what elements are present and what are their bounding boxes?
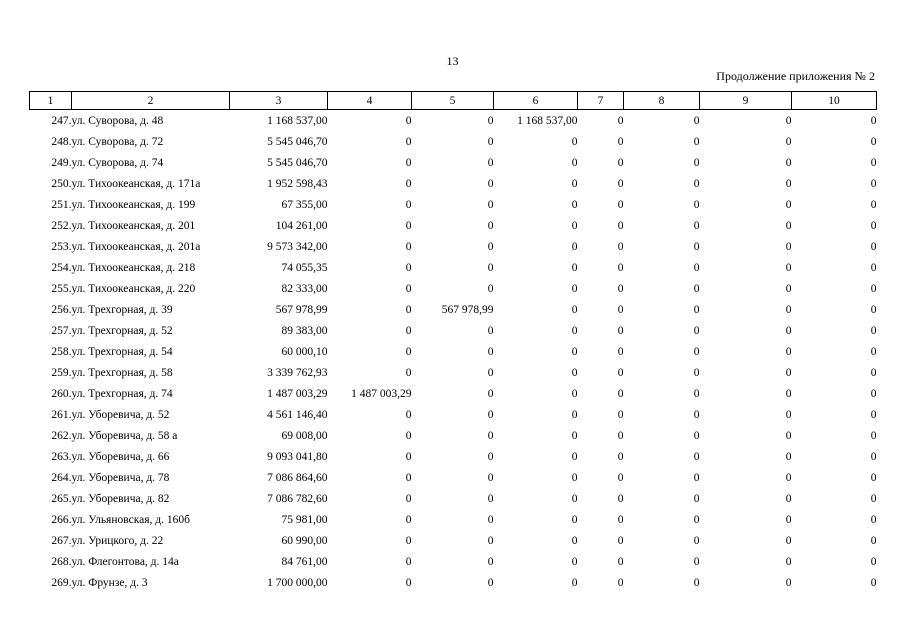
address: ул. Уборевича, д. 66 <box>71 450 170 463</box>
col-4-value: 0 <box>405 408 412 421</box>
col-7-value: 0 <box>617 345 624 358</box>
col-10-value: 0 <box>870 408 877 421</box>
row-number: 262. <box>51 429 72 442</box>
row-number: 264. <box>51 471 72 484</box>
row-number: 252. <box>51 219 72 232</box>
col-9-value: 0 <box>785 114 792 127</box>
col-8-value: 0 <box>693 177 700 190</box>
col-10-value: 0 <box>870 240 877 253</box>
col-7-value: 0 <box>617 240 624 253</box>
address: ул. Флегонтова, д. 14а <box>71 555 179 568</box>
col-4-value: 0 <box>405 450 412 463</box>
address: ул. Тихоокеанская, д. 201а <box>71 240 201 253</box>
col-8-value: 0 <box>693 429 700 442</box>
col-4-value: 0 <box>405 198 412 211</box>
col-6-value: 0 <box>571 135 578 148</box>
total-amount: 75 981,00 <box>281 513 328 526</box>
table-row <box>30 320 877 341</box>
total-amount: 1 952 598,43 <box>267 177 328 190</box>
total-amount: 4 561 146,40 <box>267 408 328 421</box>
col-4-value: 0 <box>405 345 412 358</box>
column-header: 5 <box>412 92 494 110</box>
col-9-value: 0 <box>785 555 792 568</box>
row-number: 255. <box>51 282 72 295</box>
col-4-value: 0 <box>405 324 412 337</box>
col-7-value: 0 <box>617 534 624 547</box>
col-6-value: 0 <box>571 282 578 295</box>
col-5-value: 0 <box>487 114 494 127</box>
col-9-value: 0 <box>785 450 792 463</box>
col-10-value: 0 <box>870 450 877 463</box>
row-number: 259. <box>51 366 72 379</box>
col-8-value: 0 <box>693 240 700 253</box>
total-amount: 1 700 000,00 <box>267 576 328 589</box>
table-row <box>30 509 877 530</box>
table-row <box>30 425 877 446</box>
col-10-value: 0 <box>870 471 877 484</box>
table-row <box>30 215 877 236</box>
col-9-value: 0 <box>785 366 792 379</box>
col-4-value: 0 <box>405 492 412 505</box>
col-9-value: 0 <box>785 387 792 400</box>
col-7-value: 0 <box>617 324 624 337</box>
address: ул. Ульяновская, д. 160б <box>71 513 190 526</box>
col-5-value: 0 <box>487 135 494 148</box>
address: ул. Тихоокеанская, д. 201 <box>71 219 196 232</box>
total-amount: 69 008,00 <box>281 429 328 442</box>
col-6-value: 0 <box>571 450 578 463</box>
col-9-value: 0 <box>785 303 792 316</box>
page-number: 13 <box>446 54 459 68</box>
address: ул. Уборевича, д. 52 <box>71 408 170 421</box>
col-6-value: 0 <box>571 324 578 337</box>
row-number: 250. <box>51 177 72 190</box>
table-header <box>30 92 877 110</box>
total-amount: 7 086 864,60 <box>267 471 328 484</box>
row-number: 251. <box>51 198 72 211</box>
col-10-value: 0 <box>870 135 877 148</box>
table-row <box>30 530 877 551</box>
address: ул. Трехгорная, д. 58 <box>71 366 173 379</box>
col-8-value: 0 <box>693 198 700 211</box>
col-7-value: 0 <box>617 282 624 295</box>
column-header: 8 <box>624 92 700 110</box>
total-amount: 9 093 041,80 <box>267 450 328 463</box>
row-number: 249. <box>51 156 72 169</box>
col-10-value: 0 <box>870 177 877 190</box>
total-amount: 3 339 762,93 <box>267 366 328 379</box>
col-10-value: 0 <box>870 303 877 316</box>
row-number: 263. <box>51 450 72 463</box>
col-9-value: 0 <box>785 156 792 169</box>
col-9-value: 0 <box>785 261 792 274</box>
total-amount: 89 383,00 <box>281 324 328 337</box>
col-10-value: 0 <box>870 387 877 400</box>
address: ул. Тихоокеанская, д. 218 <box>71 261 196 274</box>
col-10-value: 0 <box>870 282 877 295</box>
col-8-value: 0 <box>693 135 700 148</box>
col-6-value: 0 <box>571 513 578 526</box>
col-4-value: 0 <box>405 303 412 316</box>
col-7-value: 0 <box>617 219 624 232</box>
col-4-value: 0 <box>405 576 412 589</box>
row-number: 269. <box>51 576 72 589</box>
table-row <box>30 110 877 132</box>
address: ул. Тихоокеанская, д. 199 <box>71 198 196 211</box>
col-10-value: 0 <box>870 429 877 442</box>
col-6-value: 0 <box>571 303 578 316</box>
col-8-value: 0 <box>693 303 700 316</box>
column-header: 1 <box>30 92 72 110</box>
table-row <box>30 341 877 362</box>
col-9-value: 0 <box>785 576 792 589</box>
col-5-value: 0 <box>487 387 494 400</box>
col-5-value: 0 <box>487 156 494 169</box>
col-7-value: 0 <box>617 303 624 316</box>
column-header: 3 <box>230 92 328 110</box>
col-9-value: 0 <box>785 177 792 190</box>
address: ул. Трехгорная, д. 52 <box>71 324 173 337</box>
column-header: 4 <box>328 92 412 110</box>
col-9-value: 0 <box>785 534 792 547</box>
total-amount: 5 545 046,70 <box>267 135 328 148</box>
col-7-value: 0 <box>617 114 624 127</box>
row-number: 267. <box>51 534 72 547</box>
col-8-value: 0 <box>693 282 700 295</box>
col-5-value: 567 978,99 <box>441 303 494 316</box>
col-9-value: 0 <box>785 492 792 505</box>
col-9-value: 0 <box>785 282 792 295</box>
col-6-value: 0 <box>571 177 578 190</box>
col-5-value: 0 <box>487 345 494 358</box>
address: ул. Трехгорная, д. 54 <box>71 345 173 358</box>
address: ул. Суворова, д. 48 <box>71 114 164 127</box>
col-8-value: 0 <box>693 576 700 589</box>
address: ул. Тихоокеанская, д. 220 <box>71 282 196 295</box>
row-number: 258. <box>51 345 72 358</box>
address: ул. Уборевича, д. 58 а <box>71 429 178 442</box>
col-10-value: 0 <box>870 156 877 169</box>
table-row <box>30 152 877 173</box>
col-7-value: 0 <box>617 576 624 589</box>
row-number: 247. <box>51 114 72 127</box>
appendix-continuation-note: Продолжение приложения № 2 <box>716 69 875 83</box>
col-8-value: 0 <box>693 324 700 337</box>
header-row <box>30 92 877 110</box>
column-header: 9 <box>700 92 792 110</box>
col-5-value: 0 <box>487 261 494 274</box>
col-10-value: 0 <box>870 345 877 358</box>
col-6-value: 0 <box>571 387 578 400</box>
col-8-value: 0 <box>693 387 700 400</box>
row-number: 253. <box>51 240 72 253</box>
table-row <box>30 299 877 320</box>
col-7-value: 0 <box>617 177 624 190</box>
table-row <box>30 404 877 425</box>
total-amount: 60 000,10 <box>281 345 328 358</box>
row-number: 265. <box>51 492 72 505</box>
total-amount: 7 086 782,60 <box>267 492 328 505</box>
row-number: 257. <box>51 324 72 337</box>
col-5-value: 0 <box>487 513 494 526</box>
col-8-value: 0 <box>693 156 700 169</box>
col-7-value: 0 <box>617 471 624 484</box>
col-7-value: 0 <box>617 387 624 400</box>
col-4-value: 0 <box>405 282 412 295</box>
col-8-value: 0 <box>693 471 700 484</box>
col-6-value: 0 <box>571 429 578 442</box>
table-row <box>30 383 877 404</box>
col-8-value: 0 <box>693 345 700 358</box>
table-row <box>30 446 877 467</box>
row-number: 254. <box>51 261 72 274</box>
row-number: 260. <box>51 387 72 400</box>
table-row <box>30 467 877 488</box>
col-6-value: 0 <box>571 240 578 253</box>
table-row <box>30 572 877 593</box>
col-10-value: 0 <box>870 114 877 127</box>
address: ул. Тихоокеанская, д. 171а <box>71 177 201 190</box>
address: ул. Уборевича, д. 78 <box>71 471 170 484</box>
table-row <box>30 278 877 299</box>
col-9-value: 0 <box>785 429 792 442</box>
total-amount: 67 355,00 <box>281 198 328 211</box>
col-5-value: 0 <box>487 282 494 295</box>
col-5-value: 0 <box>487 450 494 463</box>
col-10-value: 0 <box>870 555 877 568</box>
col-6-value: 0 <box>571 198 578 211</box>
address: ул. Уборевича, д. 82 <box>71 492 170 505</box>
col-4-value: 0 <box>405 156 412 169</box>
col-8-value: 0 <box>693 408 700 421</box>
address: ул. Трехгорная, д. 39 <box>71 303 173 316</box>
col-5-value: 0 <box>487 555 494 568</box>
col-6-value: 0 <box>571 366 578 379</box>
col-5-value: 0 <box>487 429 494 442</box>
col-7-value: 0 <box>617 450 624 463</box>
col-6-value: 0 <box>571 555 578 568</box>
total-amount: 84 761,00 <box>281 555 328 568</box>
col-6-value: 1 168 537,00 <box>517 114 578 127</box>
col-4-value: 0 <box>405 219 412 232</box>
col-4-value: 0 <box>405 240 412 253</box>
col-8-value: 0 <box>693 534 700 547</box>
address: ул. Суворова, д. 74 <box>71 156 164 169</box>
col-4-value: 0 <box>405 555 412 568</box>
row-number: 256. <box>51 303 72 316</box>
col-9-value: 0 <box>785 513 792 526</box>
address: ул. Урицкого, д. 22 <box>71 534 164 547</box>
address: ул. Фрунзе, д. 3 <box>71 576 148 589</box>
col-7-value: 0 <box>617 366 624 379</box>
col-9-value: 0 <box>785 408 792 421</box>
col-5-value: 0 <box>487 240 494 253</box>
table-row <box>30 257 877 278</box>
col-10-value: 0 <box>870 366 877 379</box>
col-8-value: 0 <box>693 492 700 505</box>
col-10-value: 0 <box>870 198 877 211</box>
col-10-value: 0 <box>870 219 877 232</box>
col-6-value: 0 <box>571 219 578 232</box>
col-7-value: 0 <box>617 492 624 505</box>
col-8-value: 0 <box>693 114 700 127</box>
col-5-value: 0 <box>487 198 494 211</box>
col-5-value: 0 <box>487 492 494 505</box>
col-6-value: 0 <box>571 261 578 274</box>
col-6-value: 0 <box>571 534 578 547</box>
col-4-value: 0 <box>405 135 412 148</box>
col-4-value: 0 <box>405 366 412 379</box>
table-row <box>30 131 877 152</box>
total-amount: 60 990,00 <box>281 534 328 547</box>
col-5-value: 0 <box>487 408 494 421</box>
col-8-value: 0 <box>693 513 700 526</box>
col-4-value: 0 <box>405 471 412 484</box>
col-10-value: 0 <box>870 261 877 274</box>
total-amount: 104 261,00 <box>275 219 328 232</box>
row-number: 261. <box>51 408 72 421</box>
col-7-value: 0 <box>617 156 624 169</box>
total-amount: 5 545 046,70 <box>267 156 328 169</box>
column-header: 7 <box>578 92 624 110</box>
col-7-value: 0 <box>617 429 624 442</box>
row-number: 248. <box>51 135 72 148</box>
col-9-value: 0 <box>785 219 792 232</box>
col-8-value: 0 <box>693 555 700 568</box>
col-9-value: 0 <box>785 135 792 148</box>
table-row <box>30 194 877 215</box>
col-9-value: 0 <box>785 345 792 358</box>
col-8-value: 0 <box>693 366 700 379</box>
col-7-value: 0 <box>617 198 624 211</box>
col-9-value: 0 <box>785 471 792 484</box>
col-9-value: 0 <box>785 240 792 253</box>
table-row <box>30 236 877 257</box>
col-6-value: 0 <box>571 345 578 358</box>
table-row <box>30 551 877 572</box>
table-row <box>30 173 877 194</box>
col-4-value: 0 <box>405 261 412 274</box>
col-5-value: 0 <box>487 576 494 589</box>
total-amount: 82 333,00 <box>281 282 328 295</box>
col-7-value: 0 <box>617 513 624 526</box>
col-5-value: 0 <box>487 471 494 484</box>
total-amount: 1 168 537,00 <box>267 114 328 127</box>
col-5-value: 0 <box>487 219 494 232</box>
col-7-value: 0 <box>617 261 624 274</box>
col-8-value: 0 <box>693 450 700 463</box>
column-header: 10 <box>792 92 877 110</box>
col-4-value: 0 <box>405 177 412 190</box>
column-header: 2 <box>72 92 230 110</box>
col-9-value: 0 <box>785 324 792 337</box>
col-5-value: 0 <box>487 324 494 337</box>
total-amount: 9 573 342,00 <box>267 240 328 253</box>
col-10-value: 0 <box>870 576 877 589</box>
col-10-value: 0 <box>870 534 877 547</box>
col-7-value: 0 <box>617 135 624 148</box>
col-6-value: 0 <box>571 576 578 589</box>
col-4-value: 0 <box>405 534 412 547</box>
col-7-value: 0 <box>617 555 624 568</box>
col-7-value: 0 <box>617 408 624 421</box>
col-5-value: 0 <box>487 177 494 190</box>
total-amount: 1 487 003,29 <box>267 387 328 400</box>
row-number: 266. <box>51 513 72 526</box>
col-10-value: 0 <box>870 513 877 526</box>
address: ул. Суворова, д. 72 <box>71 135 164 148</box>
col-6-value: 0 <box>571 408 578 421</box>
col-5-value: 0 <box>487 534 494 547</box>
col-6-value: 0 <box>571 471 578 484</box>
address: ул. Трехгорная, д. 74 <box>71 387 173 400</box>
col-4-value: 1 487 003,29 <box>351 387 412 400</box>
col-5-value: 0 <box>487 366 494 379</box>
total-amount: 74 055,35 <box>281 261 328 274</box>
col-10-value: 0 <box>870 492 877 505</box>
total-amount: 567 978,99 <box>275 303 328 316</box>
table-row <box>30 488 877 509</box>
col-4-value: 0 <box>405 513 412 526</box>
col-4-value: 0 <box>405 429 412 442</box>
col-6-value: 0 <box>571 492 578 505</box>
column-header: 6 <box>494 92 578 110</box>
col-6-value: 0 <box>571 156 578 169</box>
col-10-value: 0 <box>870 324 877 337</box>
table-body <box>30 110 877 594</box>
col-9-value: 0 <box>785 198 792 211</box>
col-8-value: 0 <box>693 219 700 232</box>
col-4-value: 0 <box>405 114 412 127</box>
row-number: 268. <box>51 555 72 568</box>
col-8-value: 0 <box>693 261 700 274</box>
data-table <box>29 91 877 593</box>
table-row <box>30 362 877 383</box>
